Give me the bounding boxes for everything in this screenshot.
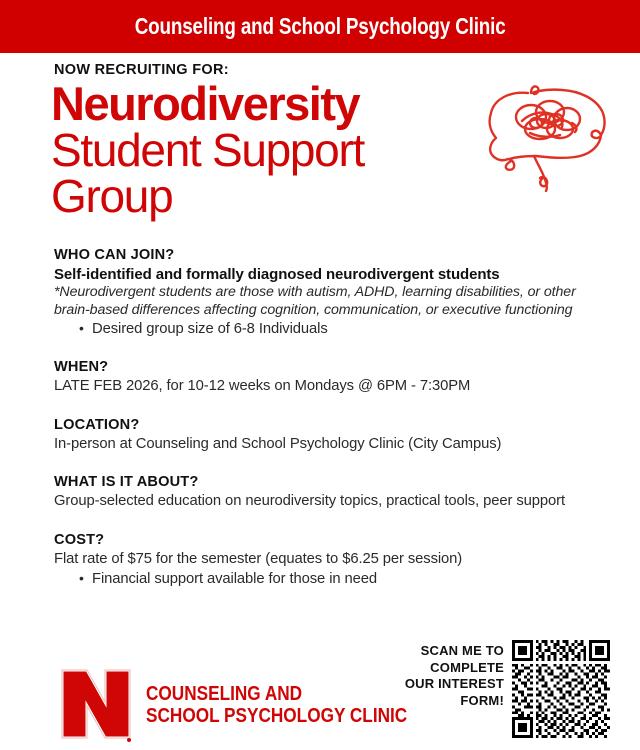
section-heading: WHO CAN JOIN? [54,247,175,263]
section-who-can-join [0,246,640,339]
clinic-logo-line-1: COUNSELING AND [146,683,303,705]
clinic-logo-text [146,683,407,727]
section-what-is-it-about [0,473,640,512]
section-note: *Neurodivergent students are those with autism, ADHD, learning disabilities, or other brain-based differences affecting cognition, communication, or executive functioning [54,284,576,318]
section-when [0,358,640,397]
nebraska-n-icon [60,666,132,744]
title-line-1: Neurodiversity [51,77,360,130]
section-subhead: Self-identified and formally diagnosed neurodivergent students [54,266,500,283]
section-body: LATE FEB 2026, for 10-12 weeks on Mondays @ 6PM - 7:30PM [54,378,471,394]
brain-doodle-icon [472,77,632,192]
qr-caption-line-2: COMPLETE [430,659,504,675]
banner-title: Counseling and School Psychology Clinic [134,13,506,39]
list-item: • Desired group size of 6-8 Individuals [92,319,610,339]
footer [0,632,640,750]
hero-section [0,53,640,246]
clinic-logo [60,666,450,744]
sections-list [0,246,640,602]
section-bullets [54,569,610,589]
qr-caption-line-3: OUR INTEREST [404,676,504,691]
flyer-content [0,53,640,587]
qr-caption [396,643,504,709]
section-body: Group-selected education on neurodiversity topics, practical tools, peer support [54,493,565,509]
flyer-title [51,77,364,222]
section-heading: WHAT IS IT ABOUT? [54,474,199,490]
section-heading: WHEN? [54,359,109,375]
title-line-3: Group [51,170,173,222]
qr-caption-line-4: FORM! [460,692,504,708]
qr-caption-line-1: SCAN ME TO [420,643,504,658]
qr-section [396,640,610,738]
section-heading: COST? [54,531,105,548]
section-location [0,416,640,455]
section-bullets [54,319,610,339]
section-cost [0,531,640,590]
clinic-logo-line-2: SCHOOL PSYCHOLOGY CLINIC [146,705,408,727]
list-item: • Financial support available for those in need [92,569,610,589]
header-banner [0,0,640,53]
section-body: Flat rate of $75 for the semester (equates to $6.25 per session) [54,550,463,567]
qr-code-icon[interactable] [512,640,610,738]
title-line-2: Student Support [51,124,364,176]
kicker-text: NOW RECRUITING FOR: [54,62,229,78]
section-heading: LOCATION? [54,416,140,433]
section-body: In-person at Counseling and School Psychology Clinic (City Campus) [54,435,502,452]
